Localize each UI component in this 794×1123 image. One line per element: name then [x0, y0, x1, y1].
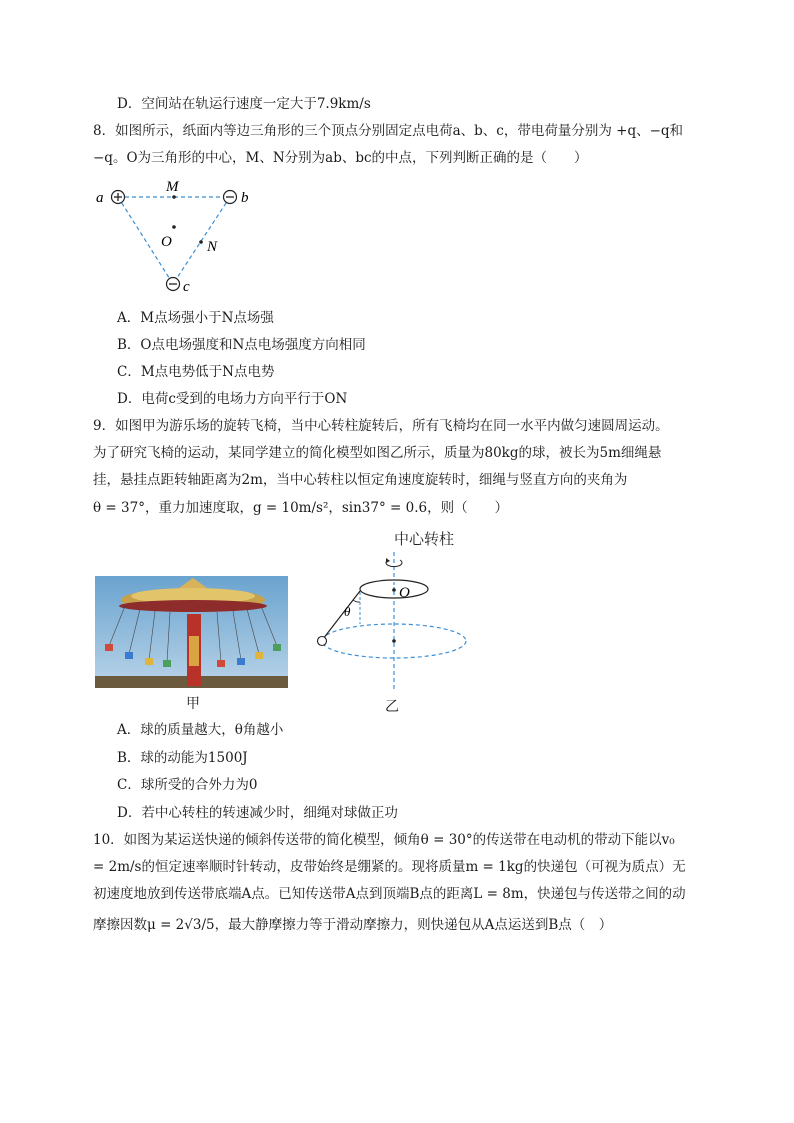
label-theta: θ [344, 604, 351, 619]
point-M [172, 195, 176, 199]
q9-option-d: D．若中心转柱的转速减少时，细绳对球做正功 [117, 805, 398, 821]
string [323, 591, 360, 639]
q8-stem-line2: −q。O为三角形的中心，M、N分别为ab、bc的中点，下列判断正确的是（ ） [93, 150, 588, 166]
q8-option-d: D．电荷c受到的电场力方向平行于ON [117, 391, 348, 407]
caption-yi: 乙 [385, 699, 399, 715]
center-O [392, 588, 396, 592]
q8-option-c: C．M点电势低于N点电势 [117, 364, 275, 380]
label-b: b [241, 190, 249, 206]
pillar-label: 中心转柱 [394, 530, 455, 548]
orbit-center [392, 639, 396, 643]
label-a: a [96, 190, 104, 206]
q8-stem-line1: 8．如图所示，纸面内等边三角形的三个顶点分别固定点电荷a、b、c，带电荷量分别为 +q、−q和 [93, 123, 684, 139]
q9-option-c: C．球所受的合外力为0 [117, 777, 258, 793]
ball [318, 637, 327, 646]
q10-stem-line2: = 2m/s的恒定速率顺时针转动，皮带始终是绷紧的。现将质量m = 1kg的快递包（可视为质点）无 [93, 859, 686, 875]
point-N [199, 240, 203, 244]
swing-ride-photo [95, 576, 288, 688]
q9-option-b: B．球的动能为1500J [117, 750, 248, 766]
q10-stem-line1: 10．如图为某运送快递的倾斜传送带的简化模型，倾角θ = 30°的传送带在电动机的带动下能以v₀ [93, 832, 675, 848]
label-N: N [207, 239, 218, 255]
q10-stem-line3: 初速度地放到传送带底端A点。已知传送带A点到顶端B点的距离L = 8m，快递包与传送带之间的动 [93, 886, 686, 902]
label-O-diagram: O [399, 585, 410, 601]
q8-option-b: B．O点电场强度和N点电场强度方向相同 [117, 337, 366, 353]
q10-stem-line4: 摩擦因数μ = 2√3/5，最大静摩擦力等于滑动摩擦力，则快递包从A点运送到B点（ ） [93, 917, 613, 933]
q9-model-diagram [310, 524, 480, 692]
label-O: O [161, 234, 172, 250]
q9-stem-line4: θ = 37°，重力加速度取，g = 10m/s²，sin37° = 0.6，则（ ） [93, 500, 509, 516]
q9-stem-line3: 挂，悬挂点距转轴距离为2m，当中心转柱以恒定角速度旋转时，细绳与竖直方向的夹角为 [93, 472, 628, 488]
label-c: c [183, 279, 190, 295]
theta-arc [353, 600, 360, 602]
q9-stem-line2: 为了研究飞椅的运动，某同学建立的简化模型如图乙所示，质量为80kg的球，被长为5m细绳悬 [93, 445, 662, 461]
q9-option-a: A．球的质量越大，θ角越小 [117, 722, 284, 738]
q8-option-a: A．M点场强小于N点场强 [117, 310, 274, 326]
caption-jia: 甲 [186, 696, 200, 712]
q7-option-d: D．空间站在轨运行速度一定大于7.9km/s [117, 96, 371, 112]
q8-triangle-figure [90, 175, 260, 300]
label-M: M [166, 179, 179, 195]
point-O [172, 225, 176, 229]
q9-stem-line1: 9．如图甲为游乐场的旋转飞椅，当中心转柱旋转后，所有飞椅均在同一水平内做匀速圆周运动。 [93, 418, 669, 434]
